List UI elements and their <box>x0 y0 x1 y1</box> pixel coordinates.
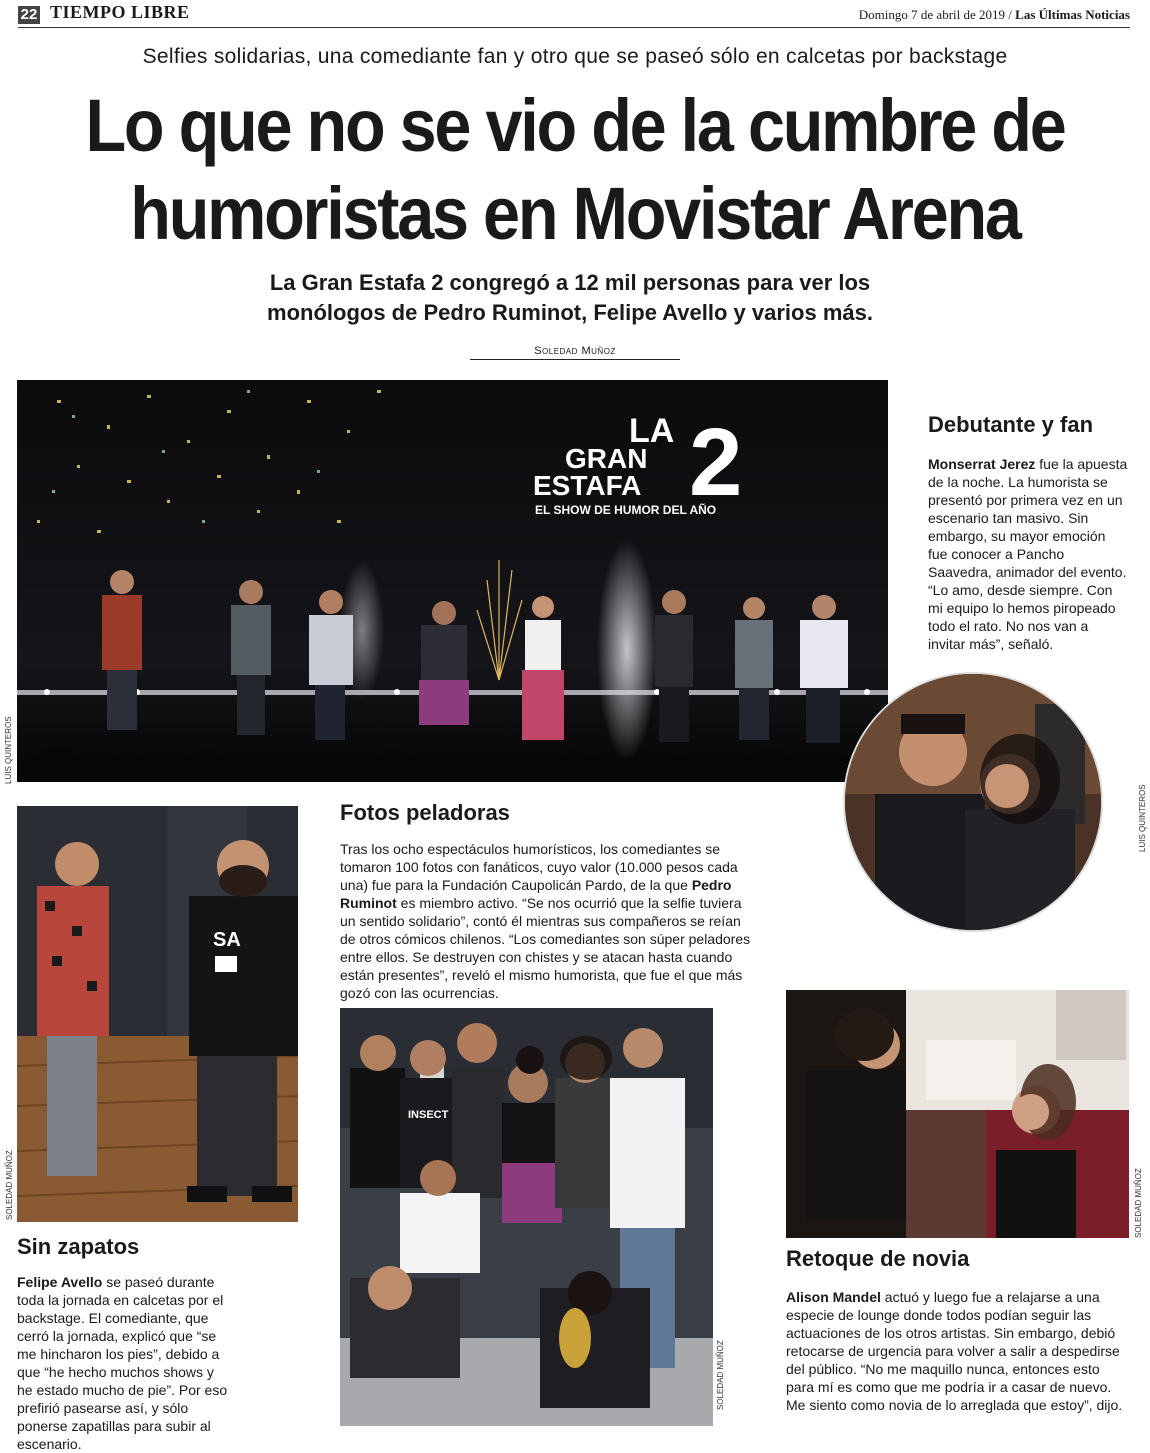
deck-line-2: monólogos de Pedro Ruminot, Felipe Avello y varios más. <box>267 300 873 325</box>
fotos-text-b: es miembro activo. “Se nos ocurrió que la selfie tuviera un sentido solidario”, contó él mientras sus compañeros se reían de otros cómicos chilenos. “Los comediantes son súper peladores entre ellos. Se destruyen con chistes y se atacan hasta cuando están presentes”, reveló el mismo humorista, que fue el que más gozó con las ocurrencias. <box>340 895 751 1001</box>
debutante-name: Monserrat Jerez <box>928 456 1036 472</box>
dateline-separator: / <box>1008 7 1012 22</box>
screen-logo-la: LA <box>629 412 675 450</box>
fotos-peladoras-photo <box>340 1008 713 1426</box>
retoque-title: Retoque de novia <box>786 1246 970 1271</box>
debutante-photo <box>843 672 1103 932</box>
header-rule <box>18 27 1130 28</box>
sin-zapatos-body <box>17 1273 232 1453</box>
sin-zapatos-photo <box>17 806 298 1222</box>
fotos-photo-credit: SOLEDAD MUÑOZ <box>716 1340 725 1410</box>
sin-zapatos-photo-credit: SOLEDAD MUÑOZ <box>5 1150 14 1220</box>
screen-tagline: EL SHOW DE HUMOR DEL AÑO <box>535 503 717 517</box>
fotos-photo-graphic <box>340 1008 713 1426</box>
sin-zapatos-text: se paseó durante toda la jornada en calcetas por el backstage. El comediante, que cerró la jornada, explicó que “se me hincharon los pies”, debido a que “he hecho muchos shows y he estado mucho de pie”. Por eso prefirió pasearse así, y sólo ponerse zapatillas para subir al escenario. <box>17 1274 228 1452</box>
kicker: Selfies solidarias, una comediante fan y otro que se paseó sólo en calcetas por backstage <box>142 45 1008 68</box>
debutante-body <box>928 455 1128 653</box>
sin-zapatos-name: Felipe Avello <box>17 1274 103 1290</box>
deck-line-1: La Gran Estafa 2 congregó a 12 mil personas para ver los <box>269 270 871 295</box>
dateline <box>859 7 1130 23</box>
fotos-text-a: Tras los ocho espectáculos humorísticos, los comediantes se tomaron 100 fotos con fanáticos, cuyo valor (10.000 pesos cada una) fue para la Fundación Caupolicán Pardo, de la que <box>340 841 738 893</box>
debutante-text: fue la apuesta de la noche. La humorista se presentó por primera vez en un escenario tan masivo. Sin embargo, su mayor emoción fue conocer a Pancho Saavedra, animador del evento. “Lo amo, desde siempre. Con mi equipo lo hemos piropeado todo el rato. No nos van a invitar más”, señaló. <box>928 456 1128 652</box>
debutante-title: Debutante y fan <box>928 412 1094 437</box>
retoque-name: Alison Mandel <box>786 1289 881 1305</box>
retoque-text: actuó y luego fue a relajarse a una especie de lounge donde todos podían seguir las actuaciones de los otros artistas. Sin embargo, debió retocarse de urgencia para volver a salir a despedirse del público. “No me maquillo nunca, entonces esto para mí es como que me podría ir a casar de nuevo. Me siento como novia de lo arreglada que estoy”, dijo. <box>786 1289 1123 1413</box>
screen-logo-estafa: ESTAFA <box>533 470 642 501</box>
main-stage-photo <box>17 380 888 782</box>
section-title: TIEMPO LIBRE <box>50 2 190 22</box>
retoque-photo-credit: SOLEDAD MUÑOZ <box>1134 1168 1143 1238</box>
debutante-photo-graphic <box>845 674 1101 930</box>
publication-name: Las Últimas Noticias <box>1015 7 1130 22</box>
debutante-photo-credit: LUIS QUINTEROS <box>1138 784 1147 852</box>
shirt-print: INSECT <box>408 1109 449 1121</box>
retoque-photo <box>786 990 1129 1238</box>
shirt-logo: SA <box>213 929 241 951</box>
main-photo-credit: LUIS QUINTEROS <box>4 716 13 784</box>
headline-line-1: Lo que no se vio de la cumbre de <box>85 84 1065 167</box>
fotos-peladoras-body <box>340 840 760 1002</box>
fotos-peladoras-title: Fotos peladoras <box>340 800 510 825</box>
headline-line-2: humoristas en Movistar Arena <box>130 172 1020 255</box>
deck <box>200 268 940 328</box>
issue-date: Domingo 7 de abril de 2019 <box>858 7 1006 22</box>
sin-zapatos-title: Sin zapatos <box>17 1234 140 1259</box>
retoque-photo-graphic <box>786 990 1129 1238</box>
screen-logo-number: 2 <box>689 409 743 516</box>
byline-rule <box>470 359 680 360</box>
fotos-name: Pedro Ruminot <box>340 877 732 911</box>
byline: Soledad Muñoz <box>534 345 616 357</box>
screen-logo-gran: GRAN <box>565 443 648 474</box>
headline <box>85 82 1066 258</box>
stage-scene-graphic <box>17 380 888 782</box>
page-number: 22 <box>18 6 40 24</box>
sin-zapatos-photo-graphic <box>17 806 298 1222</box>
retoque-body <box>786 1288 1131 1414</box>
